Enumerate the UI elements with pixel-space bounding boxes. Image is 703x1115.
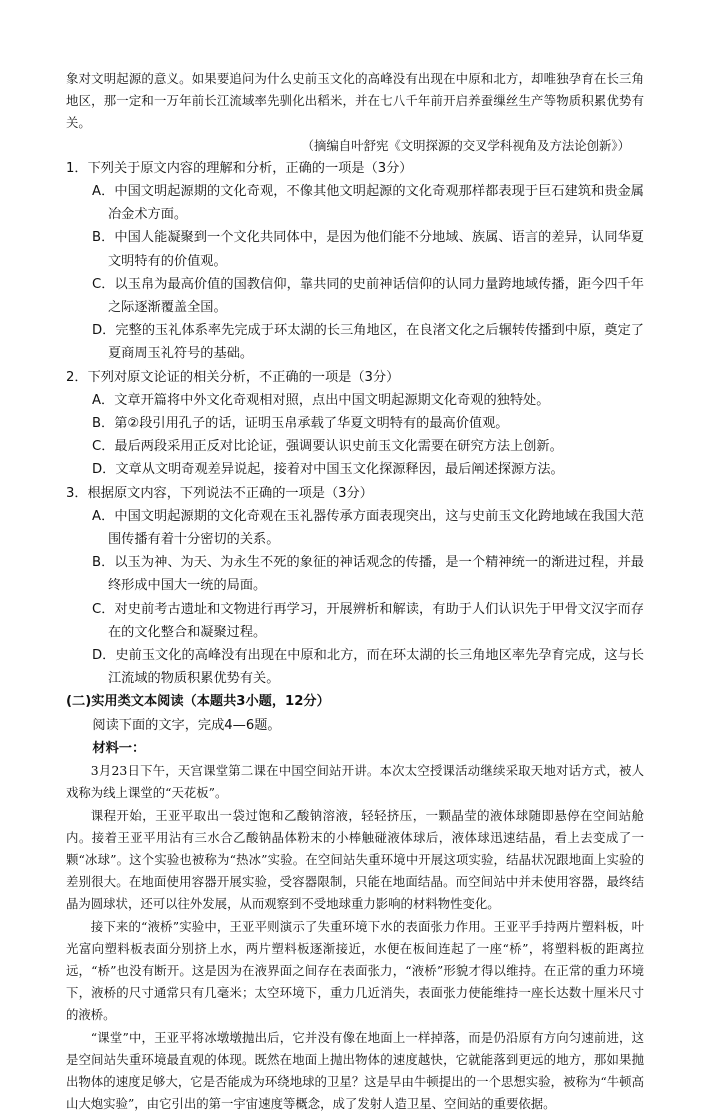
option-d: D．文章从文明奇观差异说起，接着对中国玉文化探源释因，最后阐述探源方法。 bbox=[92, 462, 564, 478]
material-label: 材料一： bbox=[92, 740, 146, 756]
option-a: A．中国文明起源期的文化奇观，不像其他文明起源的文化奇观那样都表现于巨石建筑和贵金属冶金术方面。 bbox=[92, 184, 644, 223]
citation: （摘编自叶舒宪《文明探源的交叉学科视角及方法论创新》） bbox=[301, 137, 630, 153]
material-paragraph: “课堂”中，王亚平将冰墩墩抛出后，它并没有像在地面上一样掉落，而是仍沿原有方向匀速前进，这是空间站失重环境最直观的体现。既然在地面上抛出物体的速度越快，它就能落到更远的地方，那如果抛出物体的速度足够大，它是否能成为环绕地球的卫星？这是早由牛顿提出的一个思想实验，被称为“牛顿高山大炮实验”，由它引出的第一宇宙速度等概念，成了发射人造卫星、空间站的重要依据。 bbox=[66, 1029, 644, 1112]
question-stem: 3．根据原文内容，下列说法不正确的一项是（3分） bbox=[66, 485, 373, 501]
option-a: A．文章开篇将中外文化奇观相对照，点出中国文明起源期文化奇观的独特处。 bbox=[92, 392, 550, 408]
material-paragraph: 课程开始，王亚平取出一袋过饱和乙酸钠溶液，轻轻挤压，一颗晶莹的液体球随即悬停在空间站舱内。接着王亚平用沾有三水合乙酸钠晶体粉末的小棒触碰液体球后，液体球迅速结晶，看上去变成了一颗“冰球”。这个实验也被称为“热冰”实验。在空间站失重环境中开展这项实验，结晶状况跟地面上实验的差别很大。在地面使用容器开展实验，受容器限制，只能在地面结晶。而空间站中并未使用容器，最终结晶为圆球状，还可以往外发展，从而观察到不受地球重力影响的材料物性变化。 bbox=[66, 807, 644, 912]
material-text bbox=[66, 760, 644, 1115]
option-a: A．中国文明起源期的文化奇观在玉礼器传承方面表现突出，这与史前玉文化跨地域在我国大范围传播有着十分密切的关系。 bbox=[92, 508, 644, 548]
option-d: D．史前玉文化的高峰没有出现在中原和北方，而在环太湖的长三角地区率先孕育完成，这与长江流域的物质积累优势有关。 bbox=[92, 648, 644, 687]
document-page bbox=[66, 68, 644, 1115]
question-1 bbox=[66, 157, 644, 366]
material-paragraph: 接下来的“液桥”实验中，王亚平则演示了失重环境下水的表面张力作用。王亚平手持两片塑料板，叶光富向塑料板表面分别挤上水，两片塑料板逐渐接近，水便在板间连起了一座“桥”，将塑料板的距离拉远，“桥”也没有断开。这是因为在液界面之间存在表面张力，“液桥”形貌才得以维持。在正常的重力环境下，液桥的尺寸通常只有几毫米；太空环境下，重力几近消失，表面张力使能维持一座长达数十厘米尺寸的液桥。 bbox=[66, 918, 644, 1023]
option-c: C．最后两段采用正反对比论证，强调要认识史前玉文化需要在研究方法上创新。 bbox=[92, 439, 563, 455]
material-paragraph: 3月23日下午，天宫课堂第二课在中国空间站开讲。本次太空授课活动继续采取天地对话方式，被人戏称为线上课堂的“天花板”。 bbox=[66, 763, 644, 801]
question-3 bbox=[66, 482, 644, 691]
question-stem: 2．下列对原文论证的相关分析，不正确的一项是（3分） bbox=[66, 369, 400, 385]
option-c: C．对史前考古遗址和文物进行再学习，开展辨析和解读，有助于人们认识先于甲骨文汉字而存在的文化整合和凝聚过程。 bbox=[92, 601, 644, 640]
option-d: D．完整的玉礼体系率先完成于环太湖的长三角地区，在良渚文化之后辗转传播到中原，奠定了夏商周玉礼符号的基础。 bbox=[92, 323, 644, 362]
question-2 bbox=[66, 366, 644, 482]
section-title: (二)实用类文本阅读（本题共3小题，12分） bbox=[66, 694, 330, 710]
instruction: 阅读下面的文字，完成4—6题。 bbox=[92, 717, 281, 733]
intro-paragraph: 象对文明起源的意义。如果要追问为什么史前玉文化的高峰没有出现在中原和北方，却唯独孕育在长三角地区，那一定和一万年前长江流域率先驯化出稻米，并在七八千年前开启养蚕缫丝生产等物质积累优势有关。 bbox=[66, 71, 644, 131]
question-stem: 1．下列关于原文内容的理解和分析，正确的一项是（3分） bbox=[66, 160, 413, 176]
option-c: C．以玉帛为最高价值的国教信仰，靠共同的史前神话信仰的认同力量跨地域传播，距今四千年之际逐渐覆盖全国。 bbox=[92, 276, 644, 316]
option-b: B．第②段引用孔子的话，证明玉帛承载了华夏文明特有的最高价值观。 bbox=[92, 416, 509, 432]
option-b: B．以玉为神、为天、为永生不死的象征的神话观念的传播，是一个精神统一的渐进过程，并最终形成中国大一统的局面。 bbox=[92, 555, 644, 594]
option-b: B．中国人能凝聚到一个文化共同体中，是因为他们能不分地域、族属、语言的差异，认同华夏文明特有的价值观。 bbox=[92, 230, 644, 269]
